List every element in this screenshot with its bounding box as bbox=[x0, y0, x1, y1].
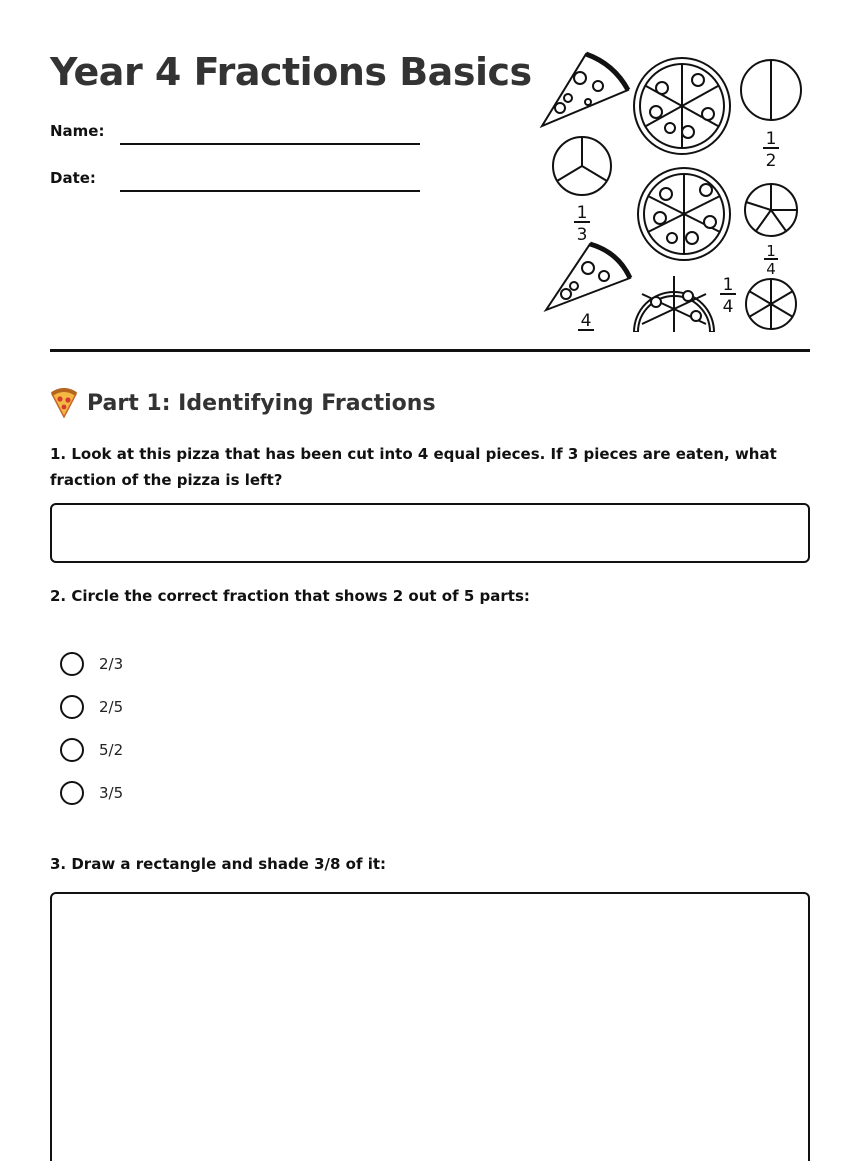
pizza-slice-icon bbox=[542, 54, 628, 126]
fraction-denominator: 3 bbox=[576, 225, 588, 245]
pizza-icon bbox=[634, 58, 730, 154]
fraction-numerator: 1 bbox=[765, 129, 777, 149]
option-item[interactable] bbox=[60, 694, 123, 720]
fraction-numerator: 1 bbox=[766, 242, 776, 260]
date-label: Date: bbox=[50, 169, 96, 187]
section-title: Part 1: Identifying Fractions bbox=[87, 390, 436, 416]
option-item[interactable] bbox=[60, 737, 123, 763]
question-1-answer-box[interactable] bbox=[50, 503, 810, 563]
name-line[interactable] bbox=[120, 143, 420, 145]
question-1: 1. Look at this pizza that has been cut into 4 equal pieces. If 3 pieces are eaten, what fraction of the pizza is left? bbox=[50, 445, 777, 489]
pizza-icon bbox=[50, 388, 78, 418]
sixths-circle-icon bbox=[746, 279, 796, 329]
fraction-numerator: 1 bbox=[722, 275, 734, 295]
part1-heading bbox=[50, 388, 436, 418]
radio-circle-icon[interactable] bbox=[60, 738, 84, 762]
pizza-icon bbox=[638, 168, 730, 260]
radio-circle-icon[interactable] bbox=[60, 695, 84, 719]
radio-circle-icon[interactable] bbox=[60, 652, 84, 676]
worksheet-title: Year 4 Fractions Basics bbox=[50, 50, 532, 94]
option-label: 3/5 bbox=[99, 784, 124, 802]
date-line[interactable] bbox=[120, 190, 420, 192]
third-circle-icon bbox=[553, 137, 611, 195]
pizza-slice-icon bbox=[546, 244, 630, 310]
question-2: 2. Circle the correct fraction that shows 2 out of 5 parts: bbox=[50, 587, 530, 605]
half-circle-icon bbox=[741, 60, 801, 120]
fraction-denominator: 4 bbox=[722, 297, 734, 317]
radio-circle-icon[interactable] bbox=[60, 781, 84, 805]
fraction-numerator: 1 bbox=[576, 203, 588, 223]
fraction-denominator: 2 bbox=[765, 151, 777, 171]
option-label: 2/3 bbox=[99, 655, 124, 673]
fraction-numerator: 4 bbox=[580, 311, 592, 331]
fifths-circle-icon bbox=[745, 184, 797, 236]
option-label: 2/5 bbox=[99, 698, 124, 716]
pizza-icon bbox=[634, 276, 714, 332]
option-label: 5/2 bbox=[99, 741, 124, 759]
fraction-pizza-illustration bbox=[538, 46, 810, 332]
header-divider bbox=[50, 349, 810, 352]
fraction-denominator: 4 bbox=[766, 260, 776, 278]
question-3-drawing-area[interactable] bbox=[50, 892, 810, 1161]
option-item[interactable] bbox=[60, 780, 123, 806]
name-label: Name: bbox=[50, 122, 105, 140]
question-3: 3. Draw a rectangle and shade 3/8 of it: bbox=[50, 855, 387, 873]
option-item[interactable] bbox=[60, 651, 123, 677]
